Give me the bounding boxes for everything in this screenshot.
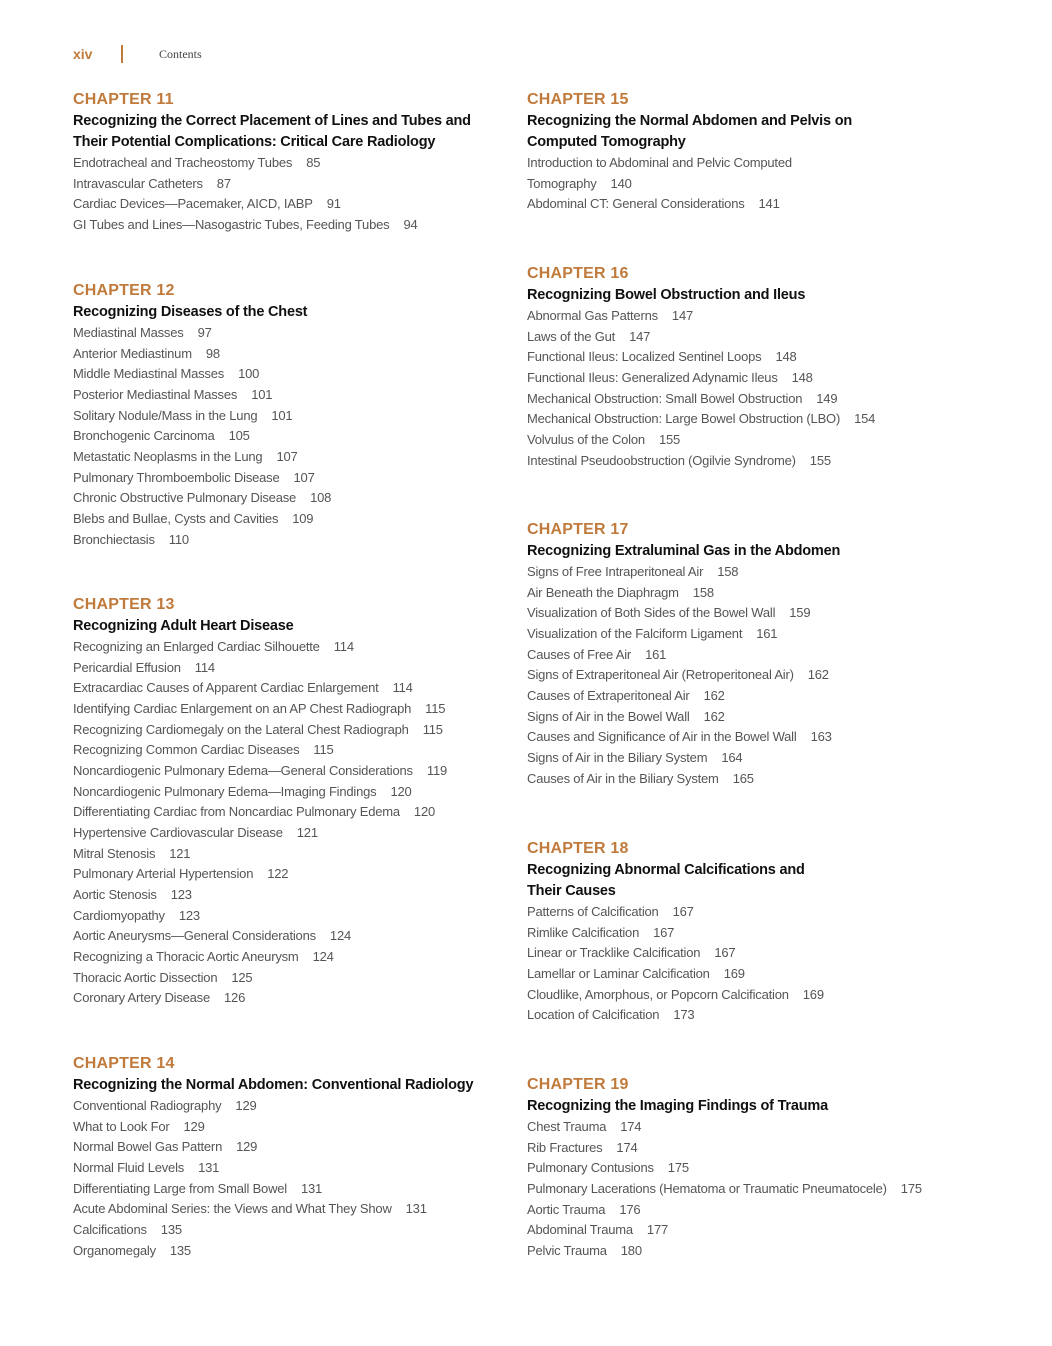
toc-entry[interactable] bbox=[73, 1117, 503, 1138]
entry-page-number: 119 bbox=[426, 762, 448, 778]
entry-title: Chest Trauma bbox=[527, 1119, 607, 1134]
entry-page-number: 125 bbox=[231, 969, 253, 985]
entry-page-number: 107 bbox=[276, 448, 298, 464]
entry-page-number: 126 bbox=[224, 990, 246, 1006]
entry-title: Organomegaly bbox=[73, 1242, 156, 1258]
entry-page-number: 131 bbox=[405, 1201, 427, 1217]
entry-page-number: 115 bbox=[313, 742, 334, 758]
toc-entry[interactable] bbox=[527, 985, 957, 1006]
toc-entry[interactable] bbox=[73, 194, 503, 215]
entry-page-number: 135 bbox=[160, 1221, 182, 1237]
toc-entry[interactable] bbox=[527, 923, 957, 944]
chapter-title[interactable]: Recognizing Diseases of the Chest bbox=[73, 304, 308, 320]
entry-title: What to Look For bbox=[73, 1118, 170, 1134]
toc-entry[interactable] bbox=[73, 323, 503, 344]
entry-title: Endotracheal and Tracheostomy Tubes bbox=[73, 155, 293, 170]
entry-title: Hypertensive Cardiovascular Disease bbox=[73, 824, 283, 840]
entry-title: Visualization of the Falciform Ligament bbox=[527, 625, 743, 641]
page-number: xiv bbox=[73, 46, 93, 62]
entry-title: Tomography bbox=[527, 175, 597, 191]
chapter-title[interactable]: Recognizing Adult Heart Disease bbox=[73, 618, 294, 634]
entry-title: Bronchiectasis bbox=[73, 531, 155, 547]
entry-page-number: 115 bbox=[422, 721, 443, 737]
toc-entry[interactable] bbox=[527, 603, 957, 624]
entry-title: Solitary Nodule/Mass in the Lung bbox=[73, 407, 258, 423]
chapter-label: CHAPTER 18 bbox=[527, 840, 629, 857]
section-list bbox=[73, 323, 503, 550]
entry-page-number: 94 bbox=[403, 216, 418, 232]
entry-title: Recognizing a Thoracic Aortic Aneurysm bbox=[73, 948, 299, 964]
section-list bbox=[527, 562, 957, 789]
toc-entry[interactable] bbox=[73, 344, 503, 365]
entry-page-number: 169 bbox=[723, 965, 745, 981]
entry-title: Rib Fractures bbox=[527, 1139, 603, 1155]
chapter-block bbox=[73, 281, 503, 550]
entry-page-number: 164 bbox=[721, 749, 743, 765]
toc-entry[interactable] bbox=[73, 885, 503, 906]
entry-title: Conventional Radiography bbox=[73, 1098, 222, 1113]
entry-title: Functional Ileus: Localized Sentinel Loops bbox=[527, 349, 762, 365]
toc-entry[interactable] bbox=[73, 1179, 503, 1200]
header-divider bbox=[121, 45, 123, 63]
toc-entry[interactable] bbox=[527, 327, 957, 348]
page-header bbox=[73, 44, 202, 64]
entry-title: Signs of Air in the Biliary System bbox=[527, 749, 708, 765]
toc-entry[interactable] bbox=[73, 1241, 503, 1262]
entry-title: Signs of Air in the Bowel Wall bbox=[527, 708, 690, 724]
entry-page-number: 163 bbox=[810, 729, 832, 745]
entry-page-number: 148 bbox=[775, 349, 797, 365]
toc-entry[interactable] bbox=[73, 761, 503, 782]
entry-title: Linear or Tracklike Calcification bbox=[527, 945, 701, 961]
toc-entry[interactable] bbox=[73, 637, 503, 658]
section-list bbox=[73, 1096, 503, 1261]
entry-title: Signs of Free Intraperitoneal Air bbox=[527, 564, 704, 579]
entry-title: Normal Fluid Levels bbox=[73, 1159, 185, 1175]
entry-page-number: 173 bbox=[673, 1007, 695, 1023]
toc-entry[interactable] bbox=[527, 430, 957, 451]
entry-page-number: 180 bbox=[620, 1242, 642, 1258]
toc-entry[interactable] bbox=[527, 306, 957, 327]
toc-entry[interactable] bbox=[527, 451, 957, 472]
entry-page-number: 87 bbox=[216, 175, 231, 191]
toc-entry[interactable] bbox=[73, 174, 503, 195]
entry-page-number: 165 bbox=[732, 770, 754, 786]
entry-title: Extracardiac Causes of Apparent Cardiac Enlargement bbox=[73, 680, 379, 696]
toc-entry[interactable] bbox=[73, 740, 503, 761]
entry-title: Identifying Cardiac Enlargement on an AP Chest Radiograph bbox=[73, 700, 412, 716]
toc-entry[interactable] bbox=[73, 947, 503, 968]
toc-entry[interactable] bbox=[527, 1158, 957, 1179]
section-list bbox=[73, 153, 503, 236]
entry-page-number: 176 bbox=[619, 1201, 641, 1217]
toc-entry[interactable] bbox=[527, 964, 957, 985]
chapter-title[interactable]: Their Causes bbox=[527, 883, 616, 899]
toc-entry[interactable] bbox=[73, 844, 503, 865]
entry-title: Recognizing an Enlarged Cardiac Silhouette bbox=[73, 639, 320, 654]
toc-entry[interactable] bbox=[527, 583, 957, 604]
entry-page-number: 154 bbox=[854, 411, 876, 427]
entry-page-number: 169 bbox=[802, 986, 824, 1002]
entry-page-number: 162 bbox=[807, 667, 829, 683]
entry-title: Mechanical Obstruction: Small Bowel Obstruction bbox=[527, 390, 803, 406]
entry-title: Metastatic Neoplasms in the Lung bbox=[73, 448, 263, 464]
entry-title: Middle Mediastinal Masses bbox=[73, 366, 225, 382]
entry-title: Pulmonary Arterial Hypertension bbox=[73, 866, 254, 882]
entry-page-number: 147 bbox=[671, 308, 694, 323]
entry-title: Intestinal Pseudoobstruction (Ogilvie Syndrome) bbox=[527, 452, 796, 468]
entry-title: Cloudlike, Amorphous, or Popcorn Calcification bbox=[527, 986, 789, 1002]
toc-entry[interactable] bbox=[73, 426, 503, 447]
chapter-label: CHAPTER 12 bbox=[73, 282, 175, 299]
toc-entry[interactable] bbox=[527, 943, 957, 964]
entry-page-number: 161 bbox=[756, 625, 778, 641]
toc-entry[interactable] bbox=[527, 665, 957, 686]
toc-entry[interactable] bbox=[73, 447, 503, 468]
entry-title: Abdominal Trauma bbox=[527, 1222, 633, 1238]
entry-page-number: 110 bbox=[168, 531, 189, 547]
entry-title: Causes of Free Air bbox=[527, 646, 632, 662]
toc-entry[interactable] bbox=[73, 720, 503, 741]
chapter-block bbox=[527, 90, 957, 215]
entry-page-number: 129 bbox=[235, 1098, 257, 1113]
toc-entry[interactable] bbox=[527, 686, 957, 707]
toc-entry[interactable] bbox=[73, 1158, 503, 1179]
entry-page-number: 131 bbox=[198, 1159, 220, 1175]
entry-title: Normal Bowel Gas Pattern bbox=[73, 1139, 223, 1155]
entry-title: Cardiomyopathy bbox=[73, 907, 165, 923]
toc-entry[interactable] bbox=[527, 769, 957, 790]
section-list bbox=[527, 153, 957, 215]
toc-entry[interactable] bbox=[73, 509, 503, 530]
entry-page-number: 120 bbox=[390, 783, 412, 799]
toc-entry[interactable] bbox=[527, 347, 957, 368]
chapter-title[interactable]: Recognizing Abnormal Calcifications and bbox=[527, 862, 805, 878]
entry-page-number: 174 bbox=[620, 1119, 642, 1134]
entry-title: Visualization of Both Sides of the Bowel Wall bbox=[527, 605, 776, 621]
entry-title: Thoracic Aortic Dissection bbox=[73, 969, 218, 985]
entry-title: Acute Abdominal Series: the Views and What They Show bbox=[73, 1201, 392, 1217]
chapter-block bbox=[527, 839, 957, 1026]
chapter-title[interactable]: Recognizing the Imaging Findings of Trauma bbox=[527, 1098, 828, 1114]
entry-page-number: 85 bbox=[306, 155, 321, 170]
entry-page-number: 121 bbox=[169, 845, 191, 861]
toc-entry[interactable] bbox=[527, 1005, 957, 1026]
toc-entry[interactable] bbox=[73, 1199, 503, 1220]
entry-title: Introduction to Abdominal and Pelvic Computed bbox=[527, 155, 792, 170]
entry-title: Cardiac Devices—Pacemaker, AICD, IABP bbox=[73, 196, 313, 212]
entry-page-number: 91 bbox=[326, 196, 341, 212]
entry-page-number: 107 bbox=[293, 469, 315, 485]
chapter-title[interactable]: Recognizing the Normal Abdomen: Conventional Radiology bbox=[73, 1077, 474, 1093]
entry-title: Pericardial Effusion bbox=[73, 659, 181, 675]
entry-page-number: 174 bbox=[616, 1139, 638, 1155]
entry-title: Coronary Artery Disease bbox=[73, 990, 211, 1006]
entry-title: Recognizing Cardiomegaly on the Lateral Chest Radiograph bbox=[73, 721, 409, 737]
chapter-block bbox=[527, 1075, 957, 1262]
toc-entry[interactable] bbox=[527, 748, 957, 769]
entry-page-number: 159 bbox=[789, 605, 811, 621]
toc-entry[interactable] bbox=[73, 699, 503, 720]
entry-title: Air Beneath the Diaphragm bbox=[527, 584, 679, 600]
entry-page-number: 148 bbox=[791, 369, 813, 385]
entry-page-number: 140 bbox=[610, 175, 632, 191]
chapter-label: CHAPTER 17 bbox=[527, 521, 629, 538]
toc-entry[interactable] bbox=[527, 174, 957, 195]
section-list bbox=[527, 1117, 957, 1262]
toc-entry[interactable] bbox=[73, 406, 503, 427]
entry-title: Posterior Mediastinal Masses bbox=[73, 386, 238, 402]
chapter-block bbox=[73, 90, 503, 236]
entry-page-number: 122 bbox=[267, 866, 289, 882]
entry-title: Noncardiogenic Pulmonary Edema—General Considerations bbox=[73, 762, 413, 778]
entry-page-number: 147 bbox=[629, 328, 651, 344]
entry-page-number: 115 bbox=[425, 700, 446, 716]
chapter-label: CHAPTER 14 bbox=[73, 1055, 175, 1072]
entry-title: Rimlike Calcification bbox=[527, 924, 640, 940]
toc-entry[interactable] bbox=[527, 645, 957, 666]
entry-page-number: 101 bbox=[251, 386, 273, 402]
toc-entry[interactable] bbox=[527, 1117, 957, 1138]
entry-page-number: 149 bbox=[816, 390, 838, 406]
entry-title: Mechanical Obstruction: Large Bowel Obstruction (LBO) bbox=[527, 411, 841, 427]
toc-entry[interactable] bbox=[73, 1220, 503, 1241]
entry-page-number: 177 bbox=[646, 1222, 669, 1238]
entry-title: GI Tubes and Lines—Nasogastric Tubes, Feeding Tubes bbox=[73, 216, 390, 232]
entry-title: Blebs and Bullae, Cysts and Cavities bbox=[73, 510, 279, 526]
toc-entry[interactable] bbox=[73, 864, 503, 885]
entry-page-number: 124 bbox=[312, 948, 334, 964]
toc-entry[interactable] bbox=[527, 1200, 957, 1221]
toc-entry[interactable] bbox=[73, 153, 503, 174]
running-head: Contents bbox=[159, 46, 202, 61]
chapter-label: CHAPTER 11 bbox=[73, 91, 174, 108]
entry-page-number: 121 bbox=[296, 824, 318, 840]
entry-title: Pulmonary Lacerations (Hematoma or Traumatic Pneumatocele) bbox=[527, 1180, 887, 1196]
toc-entry[interactable] bbox=[527, 727, 957, 748]
toc-entry[interactable] bbox=[527, 389, 957, 410]
toc-entry[interactable] bbox=[73, 988, 503, 1009]
entry-title: Location of Calcification bbox=[527, 1007, 660, 1023]
toc-entry[interactable] bbox=[527, 194, 957, 215]
entry-page-number: 123 bbox=[170, 886, 192, 902]
entry-page-number: 175 bbox=[900, 1180, 922, 1196]
entry-title: Pulmonary Contusions bbox=[527, 1160, 654, 1176]
entry-page-number: 155 bbox=[809, 452, 831, 468]
entry-page-number: 155 bbox=[658, 431, 681, 447]
entry-title: Bronchogenic Carcinoma bbox=[73, 428, 215, 444]
entry-page-number: 120 bbox=[413, 804, 436, 820]
entry-page-number: 97 bbox=[197, 325, 212, 340]
entry-page-number: 167 bbox=[653, 924, 675, 940]
entry-title: Lamellar or Laminar Calcification bbox=[527, 965, 710, 981]
entry-page-number: 161 bbox=[645, 646, 667, 662]
chapter-label: CHAPTER 19 bbox=[527, 1076, 629, 1093]
section-list bbox=[527, 902, 957, 1026]
entry-page-number: 123 bbox=[178, 907, 200, 923]
section-list bbox=[73, 637, 503, 1009]
chapter-title[interactable]: Recognizing the Normal Abdomen and Pelvis on bbox=[527, 113, 853, 129]
entry-page-number: 162 bbox=[703, 708, 725, 724]
toc-entry[interactable] bbox=[527, 707, 957, 728]
entry-page-number: 114 bbox=[194, 659, 215, 675]
toc-entry[interactable] bbox=[73, 364, 503, 385]
entry-page-number: 101 bbox=[271, 407, 293, 423]
toc-entry[interactable] bbox=[73, 823, 503, 844]
toc-entry[interactable] bbox=[527, 153, 957, 174]
toc-entry[interactable] bbox=[73, 488, 503, 509]
entry-title: Intravascular Catheters bbox=[73, 175, 203, 191]
chapter-block bbox=[527, 264, 957, 471]
entry-title: Aortic Trauma bbox=[527, 1201, 606, 1217]
toc-entry[interactable] bbox=[73, 1137, 503, 1158]
toc-entry[interactable] bbox=[73, 658, 503, 679]
entry-title: Causes and Significance of Air in the Bowel Wall bbox=[527, 729, 797, 745]
entry-title: Pulmonary Thromboembolic Disease bbox=[73, 469, 280, 485]
section-list bbox=[527, 306, 957, 471]
toc-entry[interactable] bbox=[73, 926, 503, 947]
entry-page-number: 162 bbox=[703, 687, 725, 703]
entry-page-number: 109 bbox=[292, 510, 314, 526]
entry-page-number: 135 bbox=[169, 1242, 191, 1258]
toc-entry[interactable] bbox=[527, 1138, 957, 1159]
toc-entry[interactable] bbox=[527, 624, 957, 645]
chapter-title[interactable]: Computed Tomography bbox=[527, 134, 686, 150]
entry-title: Anterior Mediastinum bbox=[73, 345, 192, 361]
chapter-block bbox=[73, 595, 503, 1009]
toc-entry[interactable] bbox=[527, 902, 957, 923]
entry-page-number: 175 bbox=[667, 1160, 689, 1176]
entry-page-number: 105 bbox=[228, 428, 250, 444]
entry-title: Chronic Obstructive Pulmonary Disease bbox=[73, 490, 297, 506]
entry-page-number: 114 bbox=[333, 639, 354, 654]
entry-page-number: 108 bbox=[310, 490, 332, 506]
entry-title: Patterns of Calcification bbox=[527, 904, 659, 919]
toc-entry[interactable] bbox=[527, 1220, 957, 1241]
chapter-block bbox=[73, 1054, 503, 1261]
toc-entry[interactable] bbox=[73, 468, 503, 489]
toc-entry[interactable] bbox=[73, 1096, 503, 1117]
toc-entry[interactable] bbox=[527, 562, 957, 583]
entry-page-number: 114 bbox=[392, 680, 413, 696]
entry-page-number: 158 bbox=[717, 564, 739, 579]
entry-page-number: 131 bbox=[300, 1180, 323, 1196]
chapter-title[interactable]: Recognizing Extraluminal Gas in the Abdomen bbox=[527, 543, 841, 559]
entry-page-number: 141 bbox=[758, 196, 780, 212]
entry-title: Mitral Stenosis bbox=[73, 845, 156, 861]
entry-page-number: 167 bbox=[714, 945, 736, 961]
entry-page-number: 167 bbox=[672, 904, 694, 919]
chapter-title[interactable]: Their Potential Complications: Critical Care Radiology bbox=[73, 134, 436, 150]
toc-entry[interactable] bbox=[73, 906, 503, 927]
entry-title: Aortic Aneurysms—General Considerations bbox=[73, 928, 316, 944]
entry-title: Abdominal CT: General Considerations bbox=[527, 196, 745, 212]
entry-title: Causes of Extraperitoneal Air bbox=[527, 687, 690, 703]
entry-title: Signs of Extraperitoneal Air (Retroperitoneal Air) bbox=[527, 667, 794, 683]
toc-entry[interactable] bbox=[73, 530, 503, 551]
entry-title: Calcifications bbox=[73, 1221, 147, 1237]
entry-page-number: 129 bbox=[183, 1118, 205, 1134]
entry-title: Aortic Stenosis bbox=[73, 886, 157, 902]
entry-title: Volvulus of the Colon bbox=[527, 431, 645, 447]
toc-entry[interactable] bbox=[527, 368, 957, 389]
toc-entry[interactable] bbox=[73, 678, 503, 699]
chapter-label: CHAPTER 16 bbox=[527, 265, 629, 282]
entry-page-number: 100 bbox=[238, 366, 260, 382]
entry-title: Pelvic Trauma bbox=[527, 1242, 607, 1258]
entry-title: Laws of the Gut bbox=[527, 328, 616, 344]
entry-title: Causes of Air in the Biliary System bbox=[527, 770, 719, 786]
entry-title: Functional Ileus: Generalized Adynamic Ileus bbox=[527, 369, 778, 385]
entry-title: Differentiating Cardiac from Noncardiac Pulmonary Edema bbox=[73, 804, 400, 820]
toc-entry[interactable] bbox=[73, 215, 503, 236]
chapter-title[interactable]: Recognizing Bowel Obstruction and Ileus bbox=[527, 287, 806, 303]
entry-page-number: 98 bbox=[205, 345, 220, 361]
toc-entry[interactable] bbox=[527, 1179, 957, 1200]
toc-entry[interactable] bbox=[73, 802, 503, 823]
toc-entry[interactable] bbox=[527, 409, 957, 430]
entry-page-number: 129 bbox=[236, 1139, 258, 1155]
entry-page-number: 124 bbox=[329, 928, 352, 944]
entry-title: Recognizing Common Cardiac Diseases bbox=[73, 742, 300, 758]
chapter-label: CHAPTER 13 bbox=[73, 596, 175, 613]
toc-entry[interactable] bbox=[73, 968, 503, 989]
entry-title: Mediastinal Masses bbox=[73, 325, 184, 340]
toc-entry[interactable] bbox=[527, 1241, 957, 1262]
entry-title: Differentiating Large from Small Bowel bbox=[73, 1180, 287, 1196]
entry-title: Abnormal Gas Patterns bbox=[527, 308, 658, 323]
toc-entry[interactable] bbox=[73, 782, 503, 803]
entry-title: Noncardiogenic Pulmonary Edema—Imaging Findings bbox=[73, 783, 377, 799]
chapter-block bbox=[527, 520, 957, 789]
chapter-title[interactable]: Recognizing the Correct Placement of Lines and Tubes and bbox=[73, 113, 471, 129]
chapter-label: CHAPTER 15 bbox=[527, 91, 629, 108]
toc-entry[interactable] bbox=[73, 385, 503, 406]
entry-page-number: 158 bbox=[692, 584, 714, 600]
